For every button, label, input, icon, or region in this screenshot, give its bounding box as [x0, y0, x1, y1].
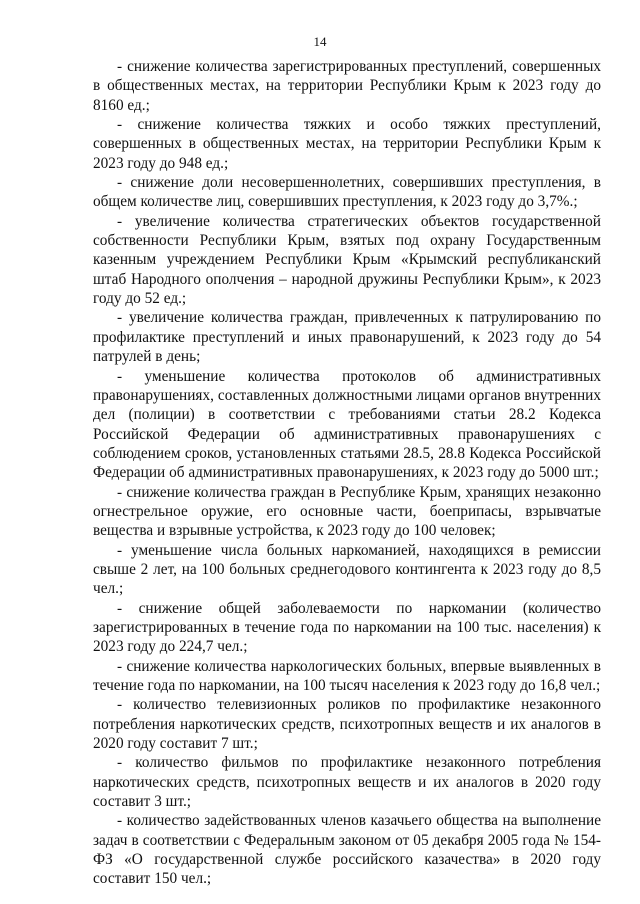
- list-item: - количество телевизионных роликов по профилактике незаконного потребления наркотических средств, психотропных веществ и их аналогов в 2020 году составит 7 шт.;: [93, 696, 601, 753]
- list-item: - уменьшение числа больных наркоманией, находящихся в ремиссии свыше 2 лет, на 100 больных среднегодового контингента к 2023 году до 8,5 чел.;: [93, 541, 601, 598]
- list-item: - снижение количества тяжких и особо тяжких преступлений, совершенных в общественных местах, на территории Республики Крым к 2023 году до 948 ед.;: [93, 116, 601, 172]
- document-body: [93, 57, 601, 889]
- list-item: - количество задействованных членов казачьего общества на выполнение задач в соответствии с Федеральным законом от 05 декабря 2005 года № 154-ФЗ «О государственной службе российского казачества» в 2020 году составит 150 чел.;: [93, 812, 601, 888]
- list-item: - снижение количества наркологических больных, впервые выявленных в течение года по наркомании, на 100 тысяч населения к 2023 году до 16,8 чел.;: [93, 657, 601, 694]
- list-item: - снижение общей заболеваемости по наркомании (количество зарегистрированных в течение года по наркомании на 100 тыс. населения) к 2023 году до 224,7 чел.;: [93, 599, 601, 656]
- list-item: - уменьшение количества протоколов об административных правонарушениях, составленных должностными лицами органов внутренних дел (полиции) в соответствии с требованиями статьи 28.2 Кодекса Российской Федерации об административных правонарушениях с соблюдением сроков, установленных статьями 28.5, 28.8 Кодекса Российской Федерации об административных правонарушениях, к 2023 году до 5000 шт.;: [93, 367, 601, 482]
- list-item: - снижение доли несовершеннолетних, совершивших преступления, в общем количестве лиц, совершивших преступления, к 2023 году до 3,7%.;: [93, 174, 601, 211]
- page-number: 14: [313, 34, 327, 49]
- list-item: - снижение количества зарегистрированных преступлений, совершенных в общественных местах, на территории Республики Крым к 2023 году до 8160 ед.;: [93, 58, 601, 114]
- list-item: - количество фильмов по профилактике незаконного потребления наркотических средств, психотропных веществ и их аналогов в 2020 году составит 3 шт.;: [93, 754, 601, 811]
- list-item: - увеличение количества стратегических объектов государственной собственности Республики Крым, взятых под охрану Государственным казенным учреждением Республики Крым «Крымский республиканский штаб Народного ополчения – народной дружины Республики Крым», к 2023 году до 52 ед.;: [93, 212, 601, 308]
- list-item: - увеличение количества граждан, привлеченных к патрулированию по профилактике преступлений и иных правонарушений, к 2023 году до 54 патрулей в день;: [93, 309, 601, 366]
- list-item: - снижение количества граждан в Республике Крым, хранящих незаконно огнестрельное оружие, его основные части, боеприпасы, взрывчатые вещества и взрывные устройства, к 2023 году до 100 человек;: [93, 483, 601, 540]
